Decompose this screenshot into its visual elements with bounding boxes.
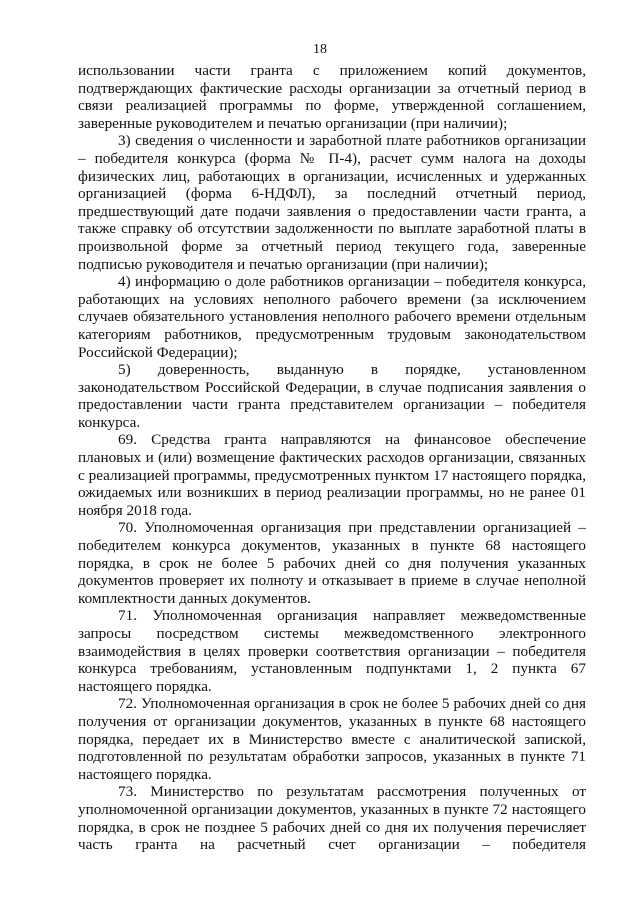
page-number: 18 bbox=[313, 42, 327, 57]
paragraph-73: 73. Министерство по результатам рассмотрения полученных от уполномоченной организации документов, указанных в пункте 72 настоящего порядка, в срок не позднее 5 рабочих дней со дня их получения перечисляет часть гранта на расчетный счет организации – победителя bbox=[78, 783, 586, 854]
paragraph-item-3: 3) сведения о численности и заработной плате работников организации – победителя конкурса (форма № П-4), расчет сумм налога на доходы физических лиц, работающих в организации, исчисленных и удержанных организацией (форма 6-НДФЛ), за последний отчетный период, предшествующий дате подачи заявления о предоставлении части гранта, а также справку об отсутствии задолженности по выплате заработной платы в произвольной форме за отчетный период текущего года, заверенные подписью руководителя и печатью организации (при наличии); bbox=[78, 132, 586, 273]
paragraph-71: 71. Уполномоченная организация направляет межведомственные запросы посредством системы межведомственного электронного взаимодействия в целях проверки соответствия организации – победителя конкурса требованиям, установленным подпунктами 1, 2 пункта 67 настоящего порядка. bbox=[78, 607, 586, 695]
document-body bbox=[78, 62, 586, 854]
paragraph-69: 69. Средства гранта направляются на финансовое обеспечение плановых и (или) возмещение фактических расходов организации, связанных с реализацией программы, предусмотренных пунктом 17 настоящего порядка, ожидаемых или возникших в период реализации программы, но не ранее 01 ноября 2018 года. bbox=[78, 431, 586, 519]
paragraph-70: 70. Уполномоченная организация при представлении организацией – победителем конкурса документов, указанных в пункте 68 настоящего порядка, в срок не более 5 рабочих дней со дня получения указанных документов проверяет их полноту и отказывает в приеме в случае неполной комплектности данных документов. bbox=[78, 519, 586, 607]
paragraph-item-4: 4) информацию о доле работников организации – победителя конкурса, работающих на условиях неполного рабочего времени (за исключением случаев обязательного установления неполного рабочего времени отдельным категориям работников, предусмотренным трудовым законодательством Российской Федерации); bbox=[78, 273, 586, 361]
paragraph-continuation: использовании части гранта с приложением копий документов, подтверждающих фактические расходы организации за отчетный период в связи реализацией программы по форме, утвержденной соглашением, заверенные руководителем и печатью организации (при наличии); bbox=[78, 62, 586, 132]
paragraph-item-5: 5) доверенность, выданную в порядке, установленном законодательством Российской Федерации, в случае подписания заявления о предоставлении части гранта представителем организации – победителя конкурса. bbox=[78, 361, 586, 431]
paragraph-72: 72. Уполномоченная организация в срок не более 5 рабочих дней со дня получения от организации документов, указанных в пункте 68 настоящего порядка, передает их в Министерство вместе с аналитической запиской, подготовленной по результатам обработки запросов, указанных в пункте 71 настоящего порядка. bbox=[78, 695, 586, 783]
